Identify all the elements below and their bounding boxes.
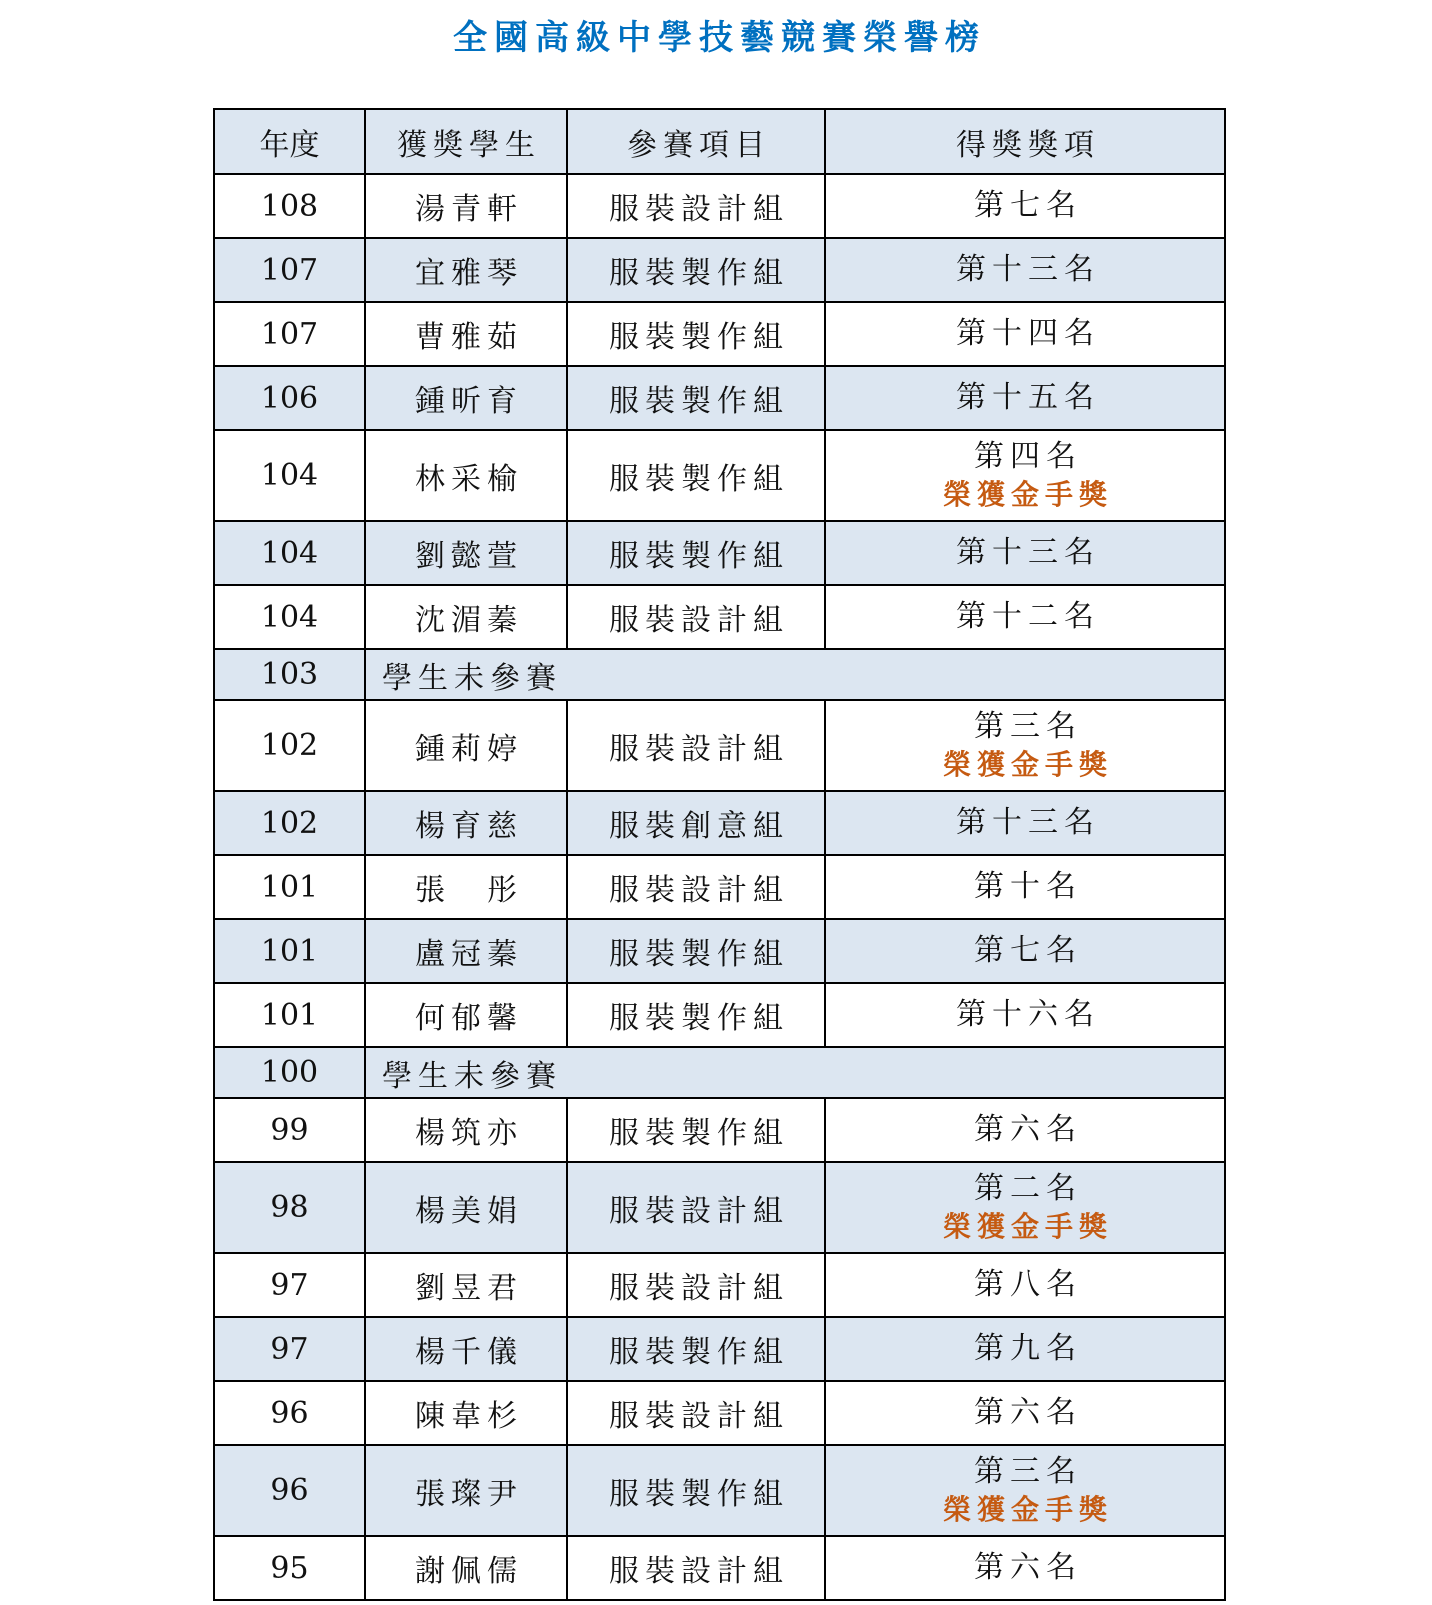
honor-table-body [214, 174, 1225, 1600]
award-cell [825, 919, 1225, 983]
event-cell: 服裝製作組 [567, 983, 825, 1047]
table-row [214, 1098, 1225, 1162]
award-honor: 榮獲金手獎 [942, 1209, 1113, 1243]
award-rank: 第十三名 [956, 252, 1100, 287]
note-cell: 學生未參賽 [365, 649, 1225, 700]
table-row [214, 521, 1225, 585]
year-cell: 103 [214, 649, 365, 700]
header-award: 得獎獎項 [825, 109, 1225, 174]
year-cell: 95 [214, 1536, 365, 1600]
award-rank: 第三名 [974, 1453, 1082, 1489]
student-cell: 陳韋杉 [365, 1381, 567, 1445]
student-cell: 楊美娟 [365, 1162, 567, 1253]
table-row [214, 700, 1225, 791]
event-cell: 服裝設計組 [567, 1162, 825, 1253]
year-cell: 104 [214, 521, 365, 585]
award-cell [825, 366, 1225, 430]
student-cell: 何郁馨 [365, 983, 567, 1047]
award-cell [825, 302, 1225, 366]
table-row [214, 366, 1225, 430]
event-cell: 服裝設計組 [567, 1536, 825, 1600]
honor-roll-table [213, 108, 1226, 1601]
event-cell: 服裝製作組 [567, 366, 825, 430]
year-cell: 101 [214, 855, 365, 919]
award-cell [825, 791, 1225, 855]
event-cell: 服裝設計組 [567, 700, 825, 791]
year-cell: 96 [214, 1445, 365, 1536]
student-cell: 劉昱君 [365, 1253, 567, 1317]
award-rank: 第十三名 [956, 535, 1100, 570]
award-rank: 第六名 [974, 1395, 1082, 1430]
award-cell [825, 430, 1225, 521]
event-cell: 服裝設計組 [567, 855, 825, 919]
award-rank: 第十三名 [956, 805, 1100, 840]
event-cell: 服裝製作組 [567, 919, 825, 983]
year-cell: 102 [214, 791, 365, 855]
event-cell: 服裝製作組 [567, 1445, 825, 1536]
table-row [214, 585, 1225, 649]
student-cell: 鍾莉婷 [365, 700, 567, 791]
header-event: 參賽項目 [567, 109, 825, 174]
table-row [214, 1253, 1225, 1317]
page-title: 全國高級中學技藝競賽榮譽榜 [453, 18, 986, 58]
award-cell [825, 983, 1225, 1047]
award-cell [825, 1536, 1225, 1600]
award-cell [825, 855, 1225, 919]
table-row [214, 919, 1225, 983]
year-cell: 107 [214, 238, 365, 302]
event-cell: 服裝設計組 [567, 1381, 825, 1445]
event-cell: 服裝設計組 [567, 1253, 825, 1317]
award-rank: 第六名 [974, 1550, 1082, 1585]
award-rank: 第七名 [974, 188, 1082, 223]
award-cell [825, 585, 1225, 649]
year-cell: 102 [214, 700, 365, 791]
header-student: 獲獎學生 [365, 109, 567, 174]
event-cell: 服裝創意組 [567, 791, 825, 855]
student-cell: 林采榆 [365, 430, 567, 521]
student-cell: 張璨尹 [365, 1445, 567, 1536]
table-row [214, 302, 1225, 366]
note-cell: 學生未參賽 [365, 1047, 1225, 1098]
award-rank: 第四名 [974, 438, 1082, 474]
award-cell [825, 1317, 1225, 1381]
header-row [214, 109, 1225, 174]
student-cell: 宜雅琴 [365, 238, 567, 302]
table-row [214, 430, 1225, 521]
year-cell: 97 [214, 1253, 365, 1317]
table-row [214, 791, 1225, 855]
student-cell: 謝佩儒 [365, 1536, 567, 1600]
award-rank: 第十五名 [956, 380, 1100, 415]
year-cell: 96 [214, 1381, 365, 1445]
table-row [214, 649, 1225, 700]
year-cell: 104 [214, 430, 365, 521]
table-row [214, 1536, 1225, 1600]
student-cell: 楊筑亦 [365, 1098, 567, 1162]
award-rank: 第二名 [974, 1170, 1082, 1206]
award-rank: 第六名 [974, 1112, 1082, 1147]
student-cell: 湯青軒 [365, 174, 567, 238]
award-cell [825, 1445, 1225, 1536]
table-row [214, 855, 1225, 919]
table-row [214, 1047, 1225, 1098]
award-honor: 榮獲金手獎 [942, 1492, 1113, 1526]
year-cell: 97 [214, 1317, 365, 1381]
year-cell: 104 [214, 585, 365, 649]
award-cell [825, 174, 1225, 238]
student-cell: 張 彤 [365, 855, 567, 919]
year-cell: 101 [214, 983, 365, 1047]
event-cell: 服裝製作組 [567, 521, 825, 585]
table-row [214, 238, 1225, 302]
event-cell: 服裝製作組 [567, 1317, 825, 1381]
award-rank: 第十名 [974, 869, 1082, 904]
year-cell: 106 [214, 366, 365, 430]
award-rank: 第十二名 [956, 599, 1100, 634]
award-cell [825, 238, 1225, 302]
event-cell: 服裝製作組 [567, 302, 825, 366]
table-row [214, 1381, 1225, 1445]
student-cell: 鍾昕育 [365, 366, 567, 430]
student-cell: 沈湄蓁 [365, 585, 567, 649]
award-honor: 榮獲金手獎 [942, 477, 1113, 511]
student-cell: 楊育慈 [365, 791, 567, 855]
header-year: 年度 [214, 109, 365, 174]
award-cell [825, 521, 1225, 585]
award-rank: 第八名 [974, 1267, 1082, 1302]
award-cell [825, 1162, 1225, 1253]
event-cell: 服裝設計組 [567, 174, 825, 238]
award-rank: 第九名 [974, 1331, 1082, 1366]
table-row [214, 1162, 1225, 1253]
event-cell: 服裝製作組 [567, 430, 825, 521]
award-cell [825, 700, 1225, 791]
award-rank: 第三名 [974, 708, 1082, 744]
event-cell: 服裝設計組 [567, 585, 825, 649]
award-rank: 第十四名 [956, 316, 1100, 351]
award-rank: 第七名 [974, 933, 1082, 968]
event-cell: 服裝製作組 [567, 238, 825, 302]
award-honor: 榮獲金手獎 [942, 747, 1113, 781]
year-cell: 108 [214, 174, 365, 238]
table-row [214, 983, 1225, 1047]
award-cell [825, 1253, 1225, 1317]
student-cell: 盧冠蓁 [365, 919, 567, 983]
award-rank: 第十六名 [956, 997, 1100, 1032]
event-cell: 服裝製作組 [567, 1098, 825, 1162]
award-cell [825, 1381, 1225, 1445]
student-cell: 劉懿萱 [365, 521, 567, 585]
year-cell: 98 [214, 1162, 365, 1253]
year-cell: 100 [214, 1047, 365, 1098]
table-row [214, 1445, 1225, 1536]
award-cell [825, 1098, 1225, 1162]
year-cell: 101 [214, 919, 365, 983]
table-row [214, 1317, 1225, 1381]
student-cell: 楊千儀 [365, 1317, 567, 1381]
year-cell: 107 [214, 302, 365, 366]
student-cell: 曹雅茹 [365, 302, 567, 366]
table-header [214, 109, 1225, 174]
year-cell: 99 [214, 1098, 365, 1162]
table-row [214, 174, 1225, 238]
